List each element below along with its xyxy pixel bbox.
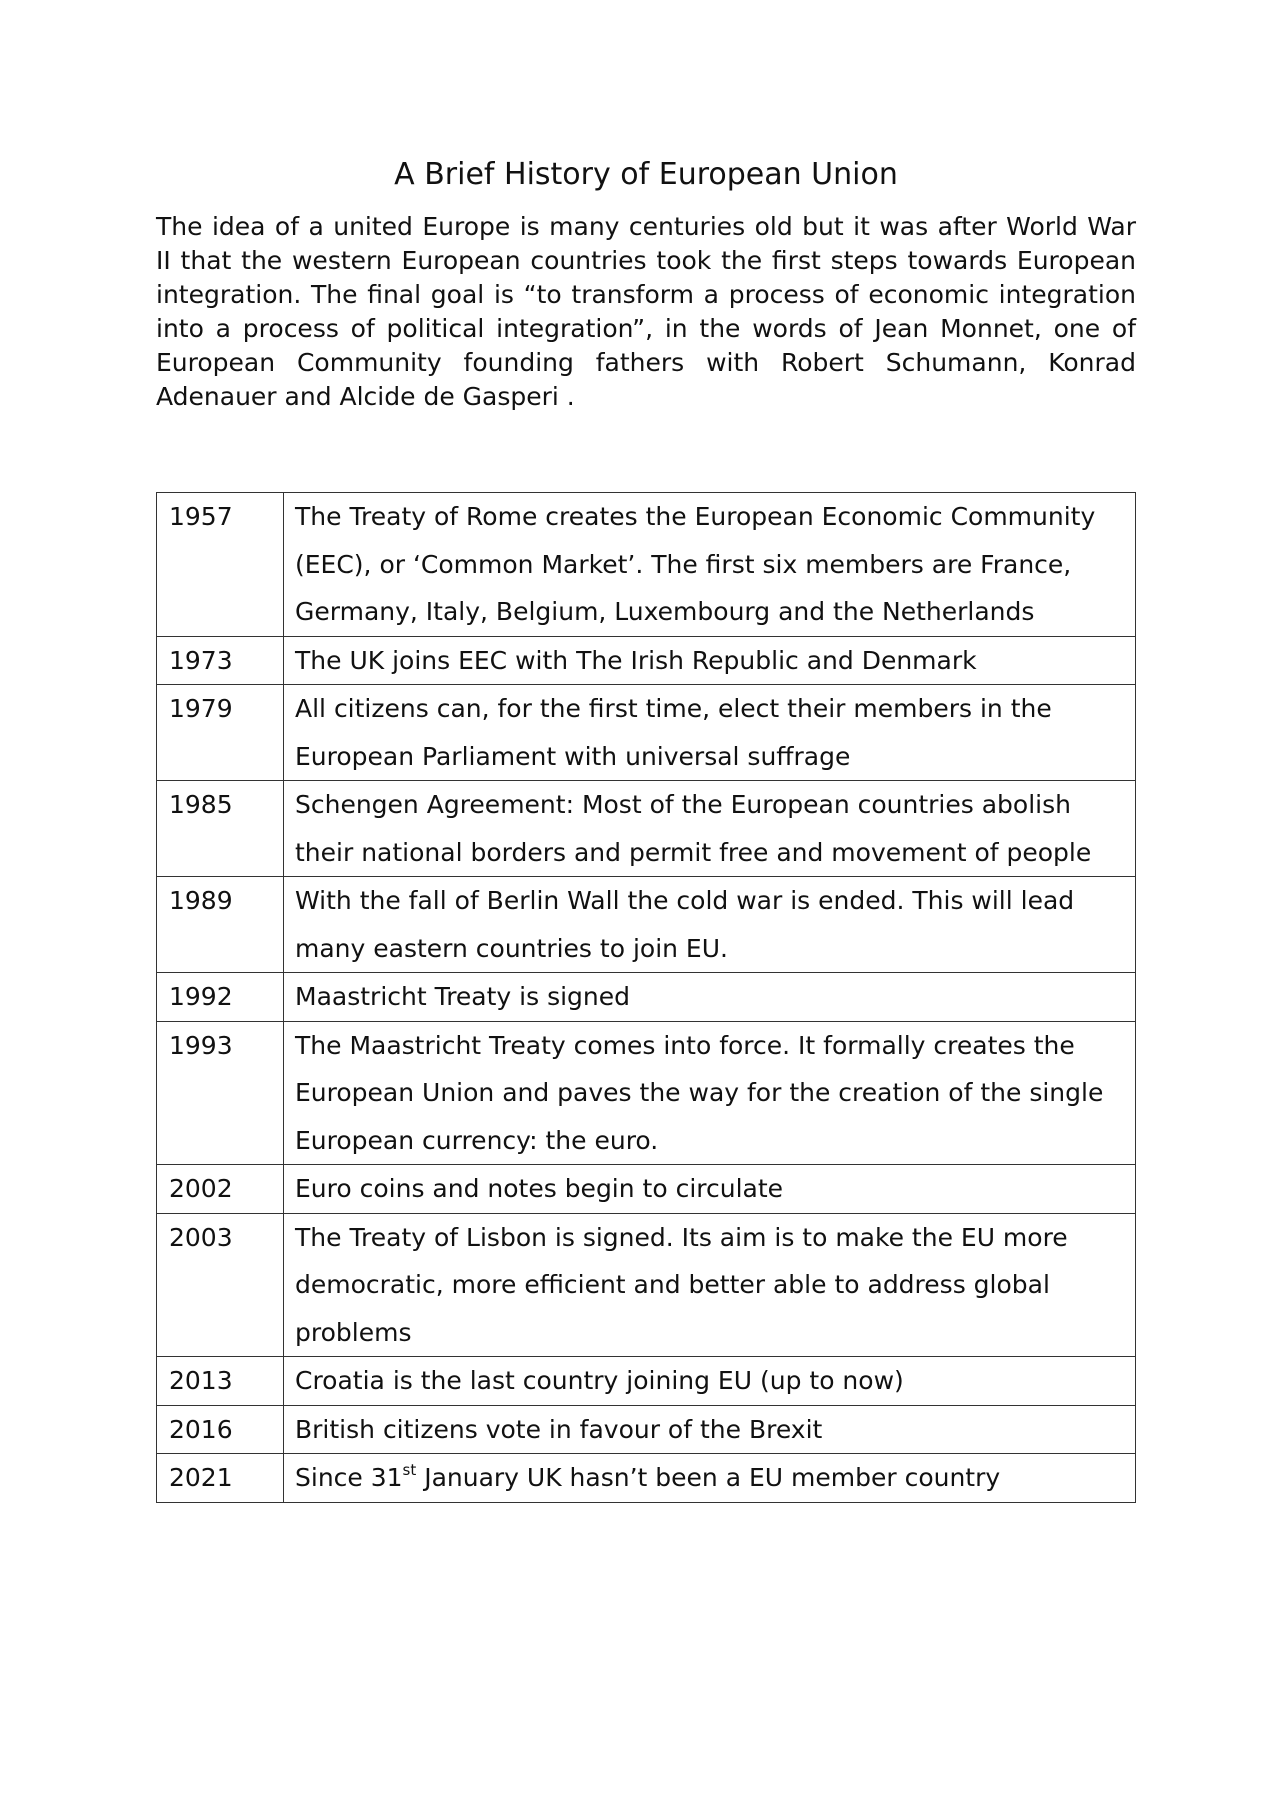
year-cell: 1993	[157, 1021, 284, 1165]
event-cell: The UK joins EEC with The Irish Republic and Denmark	[284, 636, 1136, 685]
table-row	[157, 493, 1136, 637]
year-cell: 1992	[157, 973, 284, 1022]
year-cell: 1979	[157, 685, 284, 781]
year-cell: 2002	[157, 1165, 284, 1214]
intro-paragraph: The idea of a united Europe is many centuries old but it was after World War II that the western European countries took the first steps towards European integration. The final goal is “to transform a process of economic integration into a process of political integration”, in the words of Jean Monnet, one of European Community founding fathers with Robert Schumann, Konrad Adenauer and Alcide de Gasperi .	[156, 212, 1136, 411]
event-cell: British citizens vote in favour of the Brexit	[284, 1405, 1136, 1454]
year-cell: 2021	[157, 1454, 284, 1503]
event-cell: Maastricht Treaty is signed	[284, 973, 1136, 1022]
event-cell: With the fall of Berlin Wall the cold war is ended. This will lead many eastern countries to join EU.	[284, 877, 1136, 973]
event-text-suffix: January UK hasn’t been a EU member country	[416, 1463, 1001, 1492]
table-row	[157, 1405, 1136, 1454]
table-row	[157, 1213, 1136, 1357]
ordinal-suffix: st	[402, 1461, 417, 1479]
table-row	[157, 1165, 1136, 1214]
page-title: A Brief History of European Union	[394, 157, 898, 192]
table-row	[157, 973, 1136, 1022]
table-row	[157, 1021, 1136, 1165]
year-cell: 1989	[157, 877, 284, 973]
table-row	[157, 1454, 1136, 1503]
year-cell: 1973	[157, 636, 284, 685]
event-cell: The Maastricht Treaty comes into force. It formally creates the European Union and paves the way for the creation of the single European currency: the euro.	[284, 1021, 1136, 1165]
event-text-prefix: Since 31	[295, 1463, 403, 1492]
table-row	[157, 685, 1136, 781]
event-cell: All citizens can, for the first time, elect their members in the European Parliament with universal suffrage	[284, 685, 1136, 781]
timeline-table	[156, 492, 1136, 1503]
year-cell: 2003	[157, 1213, 284, 1357]
event-cell: Schengen Agreement: Most of the European countries abolish their national borders and permit free and movement of people	[284, 781, 1136, 877]
year-cell: 2016	[157, 1405, 284, 1454]
event-cell: The Treaty of Lisbon is signed. Its aim is to make the EU more democratic, more efficient and better able to address global problems	[284, 1213, 1136, 1357]
table-row	[157, 781, 1136, 877]
year-cell: 1985	[157, 781, 284, 877]
year-cell: 2013	[157, 1357, 284, 1406]
year-cell: 1957	[157, 493, 284, 637]
event-cell	[284, 1454, 1136, 1503]
table-row	[157, 877, 1136, 973]
event-cell: Euro coins and notes begin to circulate	[284, 1165, 1136, 1214]
event-cell: The Treaty of Rome creates the European Economic Community (EEC), or ‘Common Market’. The first six members are France, Germany, Italy, Belgium, Luxembourg and the Netherlands	[284, 493, 1136, 637]
table-row	[157, 636, 1136, 685]
event-cell: Croatia is the last country joining EU (up to now)	[284, 1357, 1136, 1406]
table-row	[157, 1357, 1136, 1406]
